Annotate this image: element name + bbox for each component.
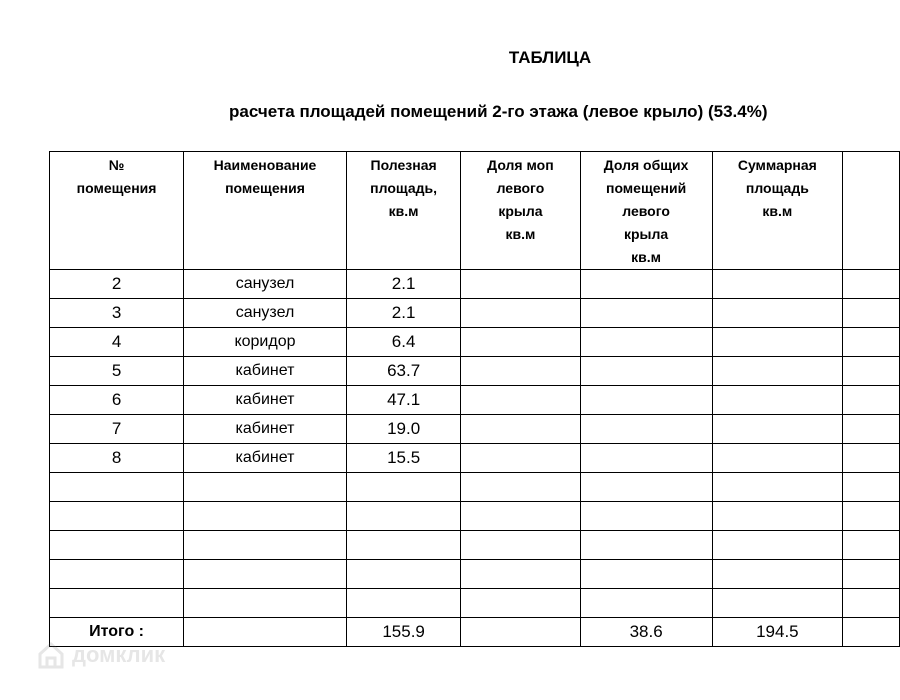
cell-common-share [580,589,712,618]
cell-extra [842,473,899,502]
cell-useful-area: 6.4 [346,328,460,357]
cell-room-number [50,589,184,618]
cell-useful-area [346,473,460,502]
cell-total-area [712,270,842,299]
cell-useful-area: 63.7 [346,357,460,386]
table-row [50,299,900,328]
cell-useful-area: 19.0 [346,415,460,444]
cell-common-share [580,415,712,444]
table-row [50,444,900,473]
watermark [36,640,165,670]
total-label: Итого : [50,618,184,647]
cell-mop-share [461,386,580,415]
cell-common-share [580,473,712,502]
table-row [50,386,900,415]
header-room-name: Наименование помещения [184,152,347,270]
header-extra [842,152,899,270]
header-total-area: Суммарная площадь кв.м [712,152,842,270]
cell-room-name [184,473,347,502]
cell-room-number: 5 [50,357,184,386]
cell-total-area [712,560,842,589]
cell-extra [842,531,899,560]
cell-useful-area [346,589,460,618]
cell-common-share [580,357,712,386]
cell-room-name: санузел [184,299,347,328]
header-row [50,152,900,270]
total-area-sum: 194.5 [712,618,842,647]
total-extra [842,618,899,647]
cell-room-number: 2 [50,270,184,299]
cell-common-share [580,502,712,531]
cell-room-number [50,560,184,589]
area-table [49,151,900,647]
cell-extra [842,328,899,357]
cell-room-number [50,502,184,531]
table-row [50,415,900,444]
cell-extra [842,444,899,473]
cell-total-area [712,444,842,473]
cell-mop-share [461,415,580,444]
cell-room-name [184,589,347,618]
table-row [50,531,900,560]
cell-mop-share [461,473,580,502]
cell-common-share [580,386,712,415]
cell-useful-area [346,502,460,531]
cell-room-name [184,560,347,589]
cell-mop-share [461,299,580,328]
cell-common-share [580,444,712,473]
cell-common-share [580,560,712,589]
cell-extra [842,270,899,299]
document-subtitle: расчета площадей помещений 2-го этажа (левое крыло) (53.4%) [229,102,768,121]
cell-room-number: 3 [50,299,184,328]
cell-useful-area: 15.5 [346,444,460,473]
total-name-cell [184,618,347,647]
cell-room-name [184,531,347,560]
header-mop-share: Доля моп левого крыла кв.м [461,152,580,270]
header-useful-area: Полезная площадь, кв.м [346,152,460,270]
cell-mop-share [461,270,580,299]
table-row [50,589,900,618]
cell-mop-share [461,444,580,473]
cell-extra [842,357,899,386]
cell-room-name: кабинет [184,357,347,386]
cell-mop-share [461,589,580,618]
cell-room-name: санузел [184,270,347,299]
total-mop-share [461,618,580,647]
cell-room-number [50,531,184,560]
cell-extra [842,415,899,444]
cell-total-area [712,502,842,531]
cell-total-area [712,328,842,357]
table-row [50,357,900,386]
cell-room-number: 6 [50,386,184,415]
cell-extra [842,386,899,415]
cell-useful-area: 2.1 [346,299,460,328]
cell-total-area [712,357,842,386]
cell-total-area [712,386,842,415]
table-row [50,502,900,531]
watermark-text: домклик [72,642,166,667]
cell-mop-share [461,328,580,357]
cell-mop-share [461,502,580,531]
table-row [50,328,900,357]
cell-useful-area: 2.1 [346,270,460,299]
cell-room-name: кабинет [184,415,347,444]
cell-room-name [184,502,347,531]
cell-room-number: 8 [50,444,184,473]
cell-common-share [580,328,712,357]
house-logo-icon [36,640,66,670]
cell-total-area [712,415,842,444]
cell-extra [842,299,899,328]
table-row [50,473,900,502]
cell-useful-area: 47.1 [346,386,460,415]
cell-total-area [712,589,842,618]
cell-total-area [712,299,842,328]
cell-room-number: 4 [50,328,184,357]
cell-useful-area [346,560,460,589]
cell-mop-share [461,357,580,386]
cell-total-area [712,473,842,502]
cell-useful-area [346,531,460,560]
cell-mop-share [461,560,580,589]
cell-extra [842,502,899,531]
cell-total-area [712,531,842,560]
cell-common-share [580,299,712,328]
cell-room-name: кабинет [184,444,347,473]
cell-common-share [580,270,712,299]
total-useful-area: 155.9 [346,618,460,647]
cell-room-number: 7 [50,415,184,444]
cell-room-name: кабинет [184,386,347,415]
cell-mop-share [461,531,580,560]
cell-extra [842,560,899,589]
total-row [50,618,900,647]
document-title: ТАБЛИЦА [508,48,592,67]
header-room-number: № помещения [50,152,184,270]
table-row [50,560,900,589]
table-row [50,270,900,299]
cell-room-name: коридор [184,328,347,357]
cell-common-share [580,531,712,560]
cell-extra [842,589,899,618]
total-common-share: 38.6 [580,618,712,647]
header-common-share: Доля общих помещений левого крыла кв.м [580,152,712,270]
cell-room-number [50,473,184,502]
